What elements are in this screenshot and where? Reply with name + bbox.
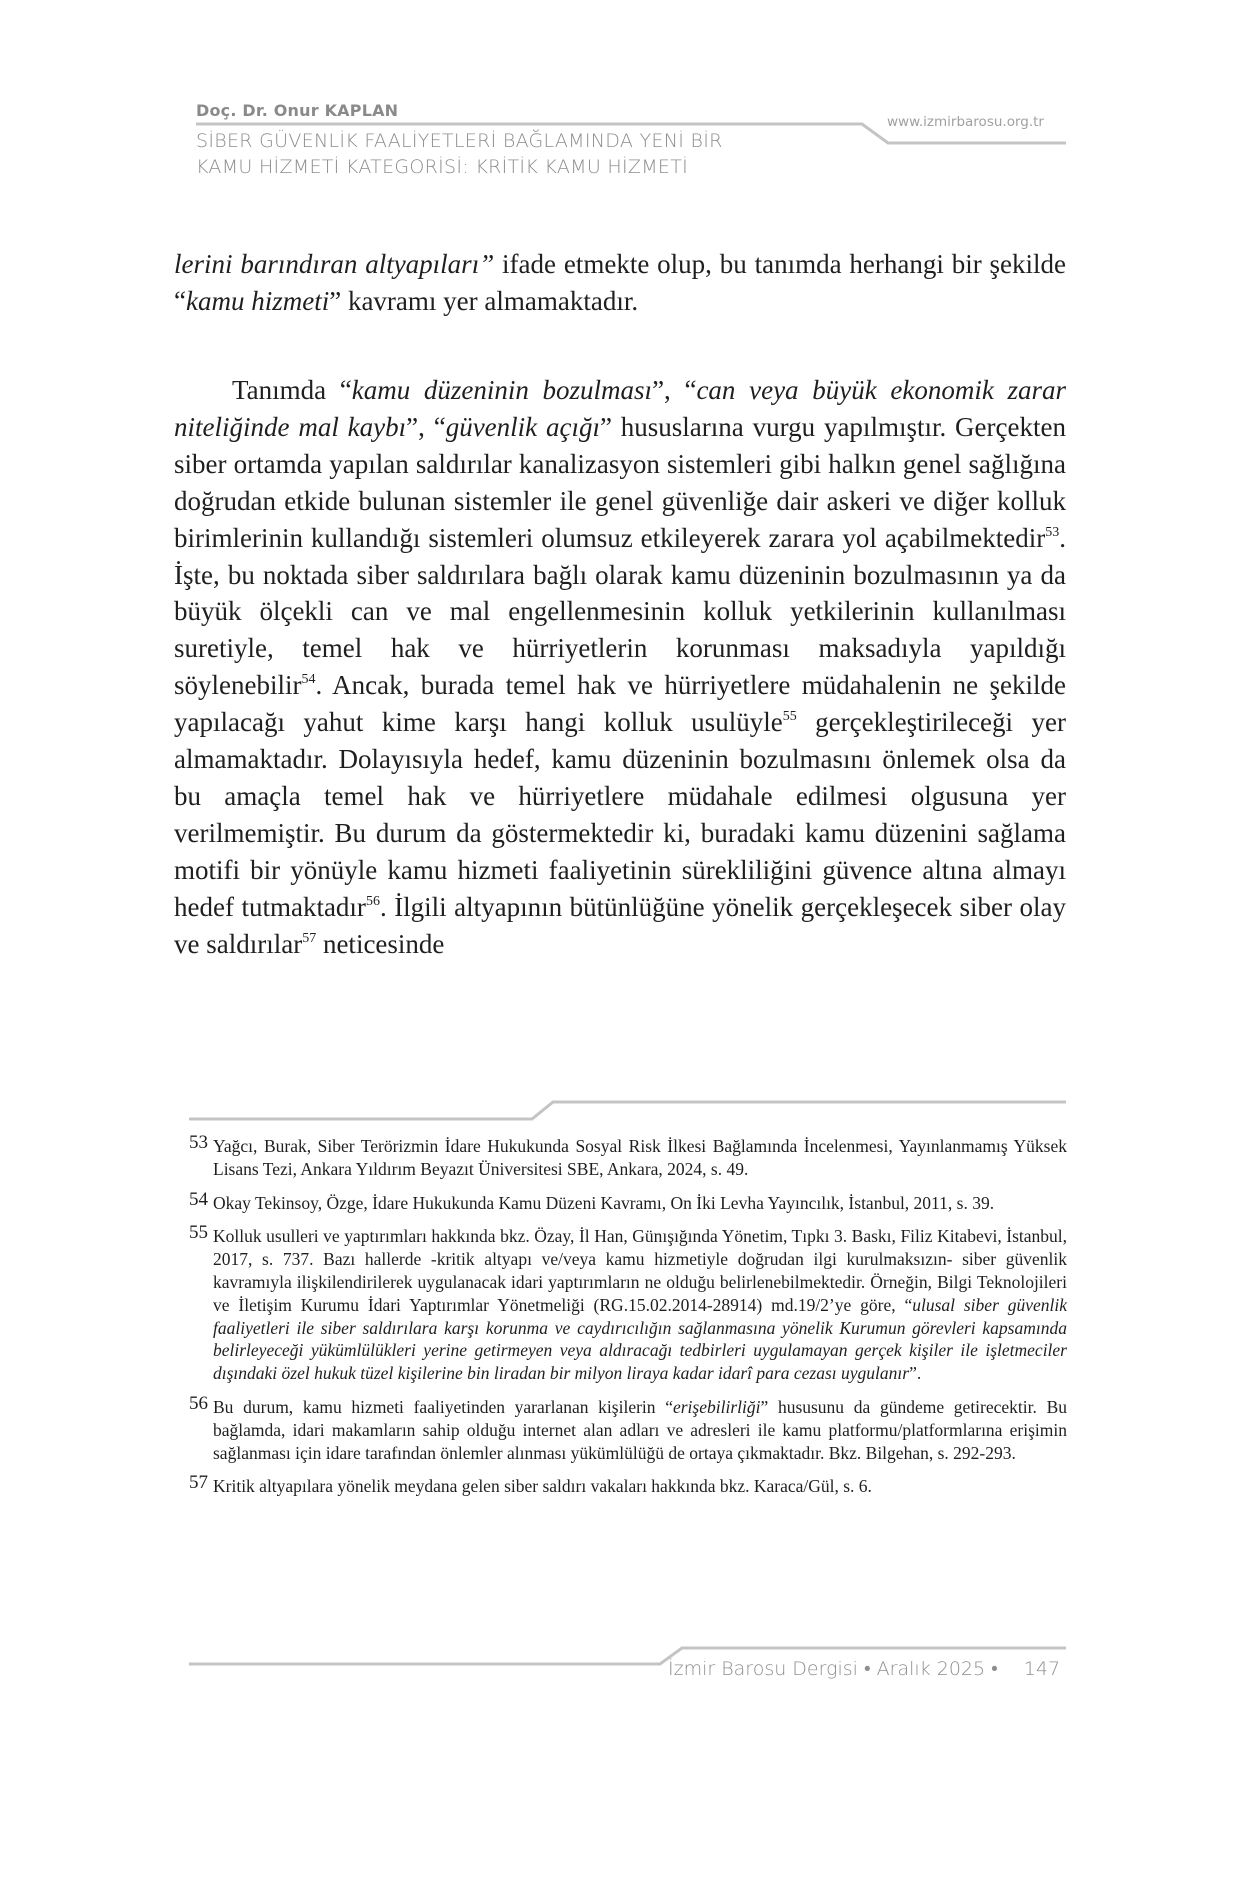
- footnote-ref-56[interactable]: 56: [365, 893, 380, 909]
- footnote-number: 53: [189, 1132, 208, 1153]
- footnote-text: ”.: [909, 1363, 922, 1384]
- italic-phrase: lerini barındıran altyapıları”: [174, 249, 495, 279]
- footnote-ref-53[interactable]: 53: [1045, 524, 1060, 540]
- footnote-ref-57[interactable]: 57: [302, 930, 317, 946]
- footnote-ref-55[interactable]: 55: [782, 709, 797, 725]
- footnote-quote: ulusal siber güvenlik faaliyetleri ile siber saldırılara karşı korunma ve caydırıcılığın sağlanmasına yönelik Kurumun görevleri kapsamında belirleyeceği yükümlülükleri yerine getirmeyen veya aldıracağı tedbirleri uygulamayan gerçek kişiler ile işletmeciler dışındaki özel hukuk tüzel kişilerine bin liradan bir milyon liraya kadar idarî para cezası uygulanır: [213, 1294, 1068, 1384]
- text-run: ” hususlarına vurgu yapılmıştır. Gerçekten siber ortamda yapılan saldırılar kanalizasyon sistemleri gibi halkın genel sağlığına doğrudan etkide bulunan sistemler ile genel güvenliğe dair askeri ve diğer kolluk birimlerinin kullandığı sistemleri olumsuz etkileyerek zarara yol açabilmektedir: [174, 411, 1066, 553]
- footnote-number: 54: [189, 1188, 208, 1210]
- footnote-number: 57: [189, 1472, 208, 1494]
- footnote-54: [189, 1188, 1067, 1215]
- footnote-number: 56: [189, 1392, 208, 1414]
- footnote-56: [189, 1392, 1067, 1464]
- page-footer: [668, 1658, 1060, 1681]
- italic-phrase: can veya büyük ekonomik zarar niteliğinde mal kaybı: [174, 375, 1066, 442]
- footnote-text: Yağcı, Burak, Siber Terörizmin İdare Hukukunda Sosyal Risk İlkesi Bağlamında İncelenmesi, Yayınlanmamış Yüksek Lisans Tezi, Ankara Yıldırım Beyazıt Üniversitesi SBE, Ankara, 2024, s. 49.: [213, 1136, 1067, 1179]
- running-title: [196, 128, 723, 180]
- text-run: Tanımda “: [232, 375, 352, 405]
- text-run: gerçekleştirileceği yer almamaktadır. Dolayısıyla hedef, kamu düzeninin bozulmasını önlemek olsa da bu amaçla temel hak ve hürriyetlere müdahale edilmesi olgusuna yer verilmemiştir. Bu durum da göstermektedir ki, buradaki kamu düzenini sağlama motifi bir yönüyle kamu hizmeti faaliyetinin sürekliliğini güvence altına almayı hedef tutmaktadır: [174, 707, 1066, 922]
- author-name: Doç. Dr. Onur KAPLAN: [196, 101, 399, 120]
- footnote-55: [189, 1222, 1068, 1385]
- paragraph-continuation: [174, 246, 1066, 320]
- paragraph-main: [174, 372, 1066, 963]
- footnote-text: Bu durum, kamu hizmeti faaliyetinden yararlanan kişilerin “: [213, 1396, 673, 1417]
- footnote-number: 55: [189, 1222, 208, 1244]
- text-run: neticesinde: [316, 928, 445, 959]
- footnote-text: Kritik altyapılara yönelik meydana gelen siber saldırı vakaları hakkında bkz. Karaca/Gül, s. 6.: [213, 1476, 872, 1497]
- footnote-text: Kolluk usulleri ve yaptırımları hakkında bkz. Özay, İl Han, Günışığında Yönetim, Tıpkı 3. Baskı, Filiz Kitabevi, İstanbul, 2017, s. 737. Bazı hallerde -kritik altyapı ve/veya kamu hizmetiyle doğrudan ilgi kurulmaksızın- siber güvenlik kavramıyla ilişkilendirilerek uygulanacak idari yaptırımların ne olduğu belirlenebilmektedir. Örneğin, Bilgi Teknolojileri ve İletişim Kurumu İdari Yaptırımlar Yönetmeliği (RG.15.02.2014-28914) md.19/2’ye göre, “: [213, 1226, 1067, 1315]
- text-run: . İlgili altyapının bütünlüğüne yönelik gerçekleşecek siber olay ve saldırılar: [174, 891, 1066, 959]
- footnote-text: Okay Tekinsoy, Özge, İdare Hukukunda Kamu Düzeni Kavramı, On İki Levha Yayıncılık, İstanbul, 2011, s. 39.: [213, 1192, 995, 1213]
- running-title-line-1: SİBER GÜVENLİK FAALİYETLERİ BAĞLAMINDA YENİ BİR: [196, 130, 723, 152]
- text-run: ” kavramı yer almamaktadır.: [329, 285, 639, 316]
- footnote-italic: erişebilirliği: [672, 1396, 761, 1417]
- italic-phrase: kamu düzeninin bozulması: [351, 375, 653, 405]
- italic-phrase: kamu hizmeti: [185, 285, 330, 316]
- text-run: ifade etmekte olup, bu tanımda herhangi bir şekilde “: [174, 249, 1067, 316]
- website-link[interactable]: www.izmirbarosu.org.tr: [887, 114, 1044, 130]
- text-run: . İşte, bu noktada siber saldırılara bağlı olarak kamu düzeninin bozulmasının ya da büyük ölçekli can ve mal engellenmesinin kolluk yetkilerinin kullanılması suretiyle, temel hak ve hürriyetlerin korunması maksadıyla yapıldığı söylenebilir: [174, 522, 1066, 701]
- footnotes: [189, 1132, 1068, 1509]
- running-title-line-2: KAMU HİZMETİ KATEGORİSİ: KRİTİK KAMU HİZMETİ: [196, 156, 689, 178]
- text-run: . Ancak, burada temel hak ve hürriyetlere müdahalenin ne şekilde yapılacağı yahut kime karşı hangi kolluk usulüyle: [174, 670, 1066, 738]
- text-run: ”, “: [406, 411, 446, 442]
- italic-phrase: güvenlik açığı: [445, 411, 600, 442]
- footnote-57: [189, 1472, 1067, 1498]
- journal-name: İzmir Barosu Dergisi • Aralık 2025 •: [668, 1658, 998, 1680]
- footnote-53: [189, 1132, 1067, 1181]
- footnote-ref-54[interactable]: 54: [301, 672, 316, 688]
- text-run: ”, “: [652, 375, 697, 405]
- footnote-text: ” hususunu da gündeme getirecektir. Bu bağlamda, idari makamların sahip olduğu internet alan adları ve adresleri ile kamu platformu/platformlarına erişimin sağlanması için idare tarafından önlemler alınması yükümlülüğü de ortaya çıkmaktadır. Bkz. Bilgehan, s. 292-293.: [213, 1396, 1067, 1463]
- page-number: 147: [1023, 1658, 1061, 1680]
